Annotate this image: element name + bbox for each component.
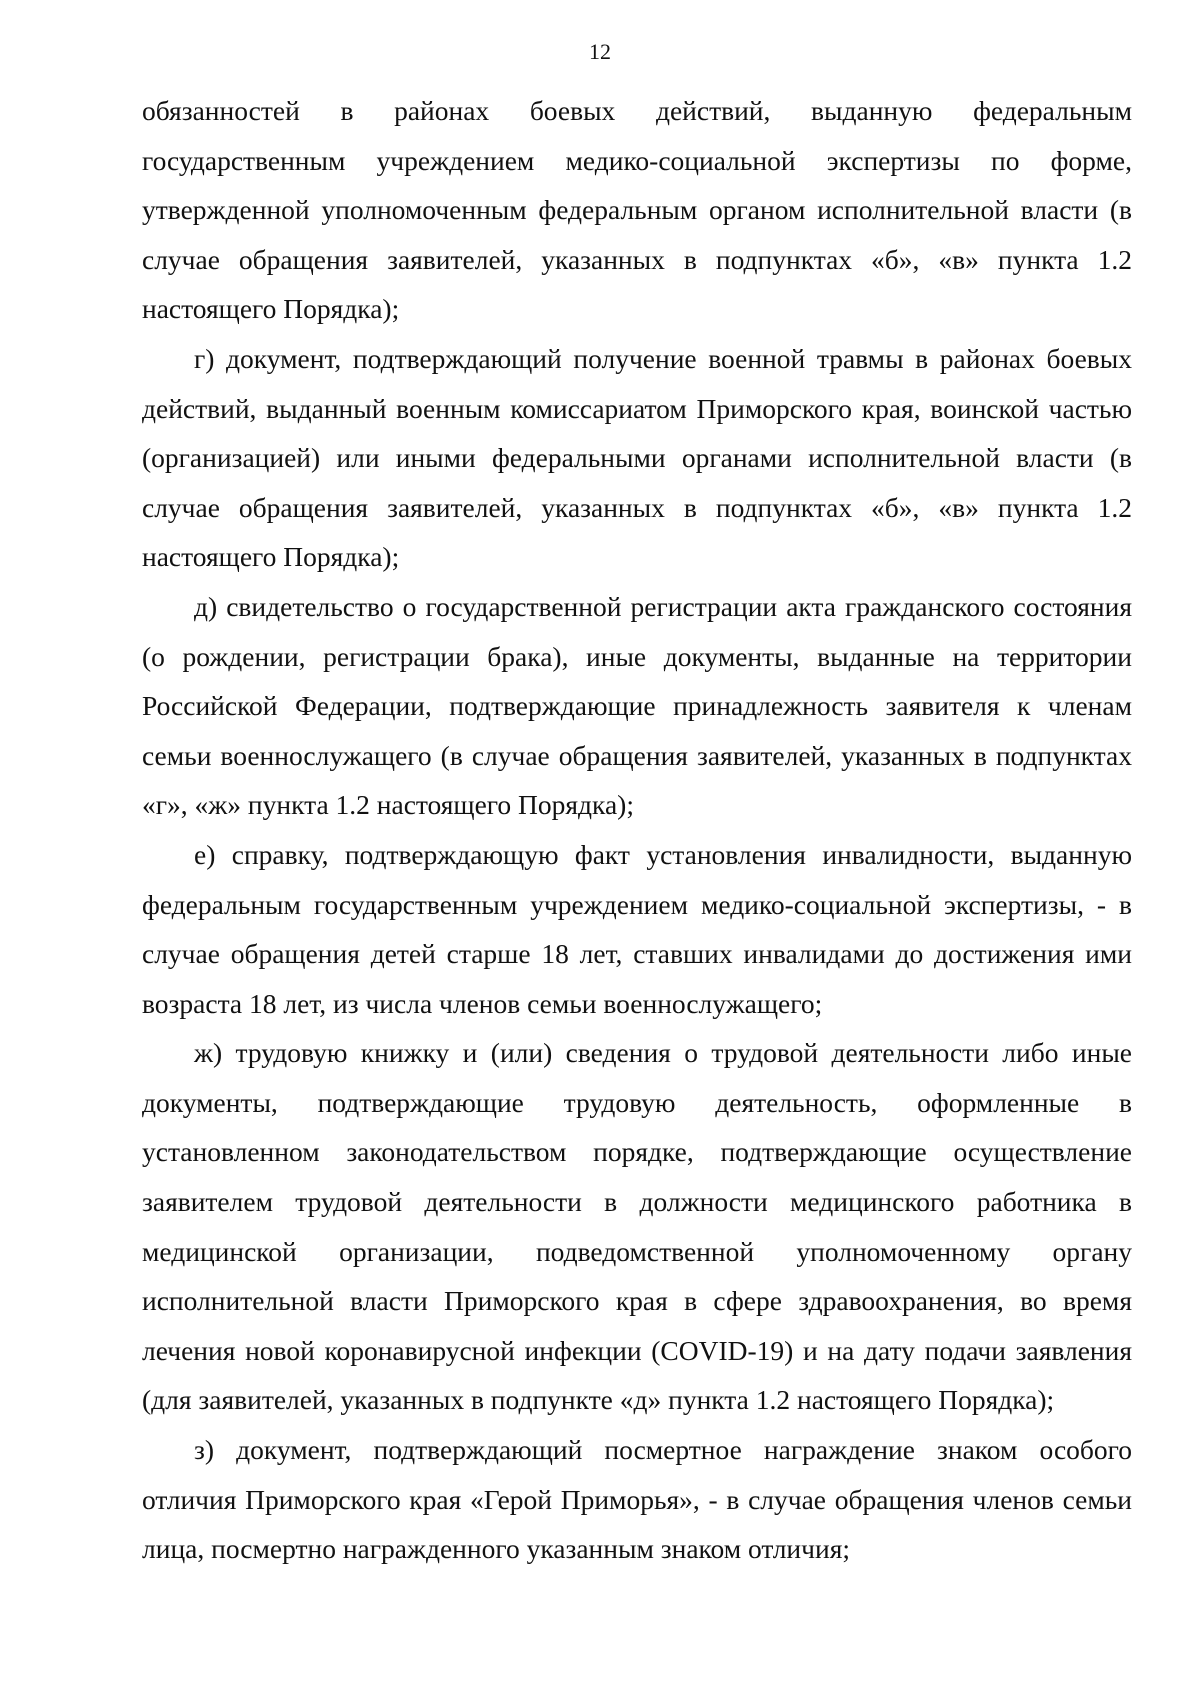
page-number: 12 — [589, 39, 611, 64]
document-body — [142, 86, 1132, 1574]
paragraph-continuation: обязанностей в районах боевых действий, выданную федеральным государственным учреждением медико-социальной экспертизы по форме, утвержденной уполномоченным федеральным органом исполнительной власти (в случае обращения заявителей, указанных в подпунктах «б», «в» пункта 1.2 настоящего Порядка); — [142, 95, 1132, 325]
paragraph-item-zh: ж) трудовую книжку и (или) сведения о трудовой деятельности либо иные документы, подтверждающие трудовую деятельность, оформленные в установленном законодательством порядке, подтверждающие осуществление заявителем трудовой деятельности в должности медицинского работника в медицинской организации, подведомственной уполномоченному органу исполнительной власти Приморского края в сфере здравоохранения, во время лечения новой коронавирусной инфекции (COVID-19) и на дату подачи заявления (для заявителей, указанных в подпункте «д» пункта 1.2 настоящего Порядка); — [142, 1037, 1132, 1416]
paragraph-item-d: д) свидетельство о государственной регистрации акта гражданского состояния (о рождении, регистрации брака), иные документы, выданные на территории Российской Федерации, подтверждающие принадлежность заявителя к членам семьи военнослужащего (в случае обращения заявителей, указанных в подпунктах «г», «ж» пункта 1.2 настоящего Порядка); — [142, 590, 1132, 821]
paragraph-item-e: е) справку, подтверждающую факт установления инвалидности, выданную федеральным государственным учреждением медико-социальной экспертизы, - в случае обращения детей старше 18 лет, ставших инвалидами до достижения ими возраста 18 лет, из числа членов семьи военнослужащего; — [142, 838, 1132, 1019]
paragraph-item-z: з) документ, подтверждающий посмертное награждение знаком особого отличия Приморского края «Герой Приморья», - в случае обращения членов семьи лица, посмертно награжденного указанным знаком отличия; — [142, 1434, 1132, 1565]
paragraph-item-g: г) документ, подтверждающий получение военной травмы в районах боевых действий, выданный военным комиссариатом Приморского края, воинской частью (организацией) или иными федеральными органами исполнительной власти (в случае обращения заявителей, указанных в подпунктах «б», «в» пункта 1.2 настоящего Порядка); — [142, 342, 1132, 573]
